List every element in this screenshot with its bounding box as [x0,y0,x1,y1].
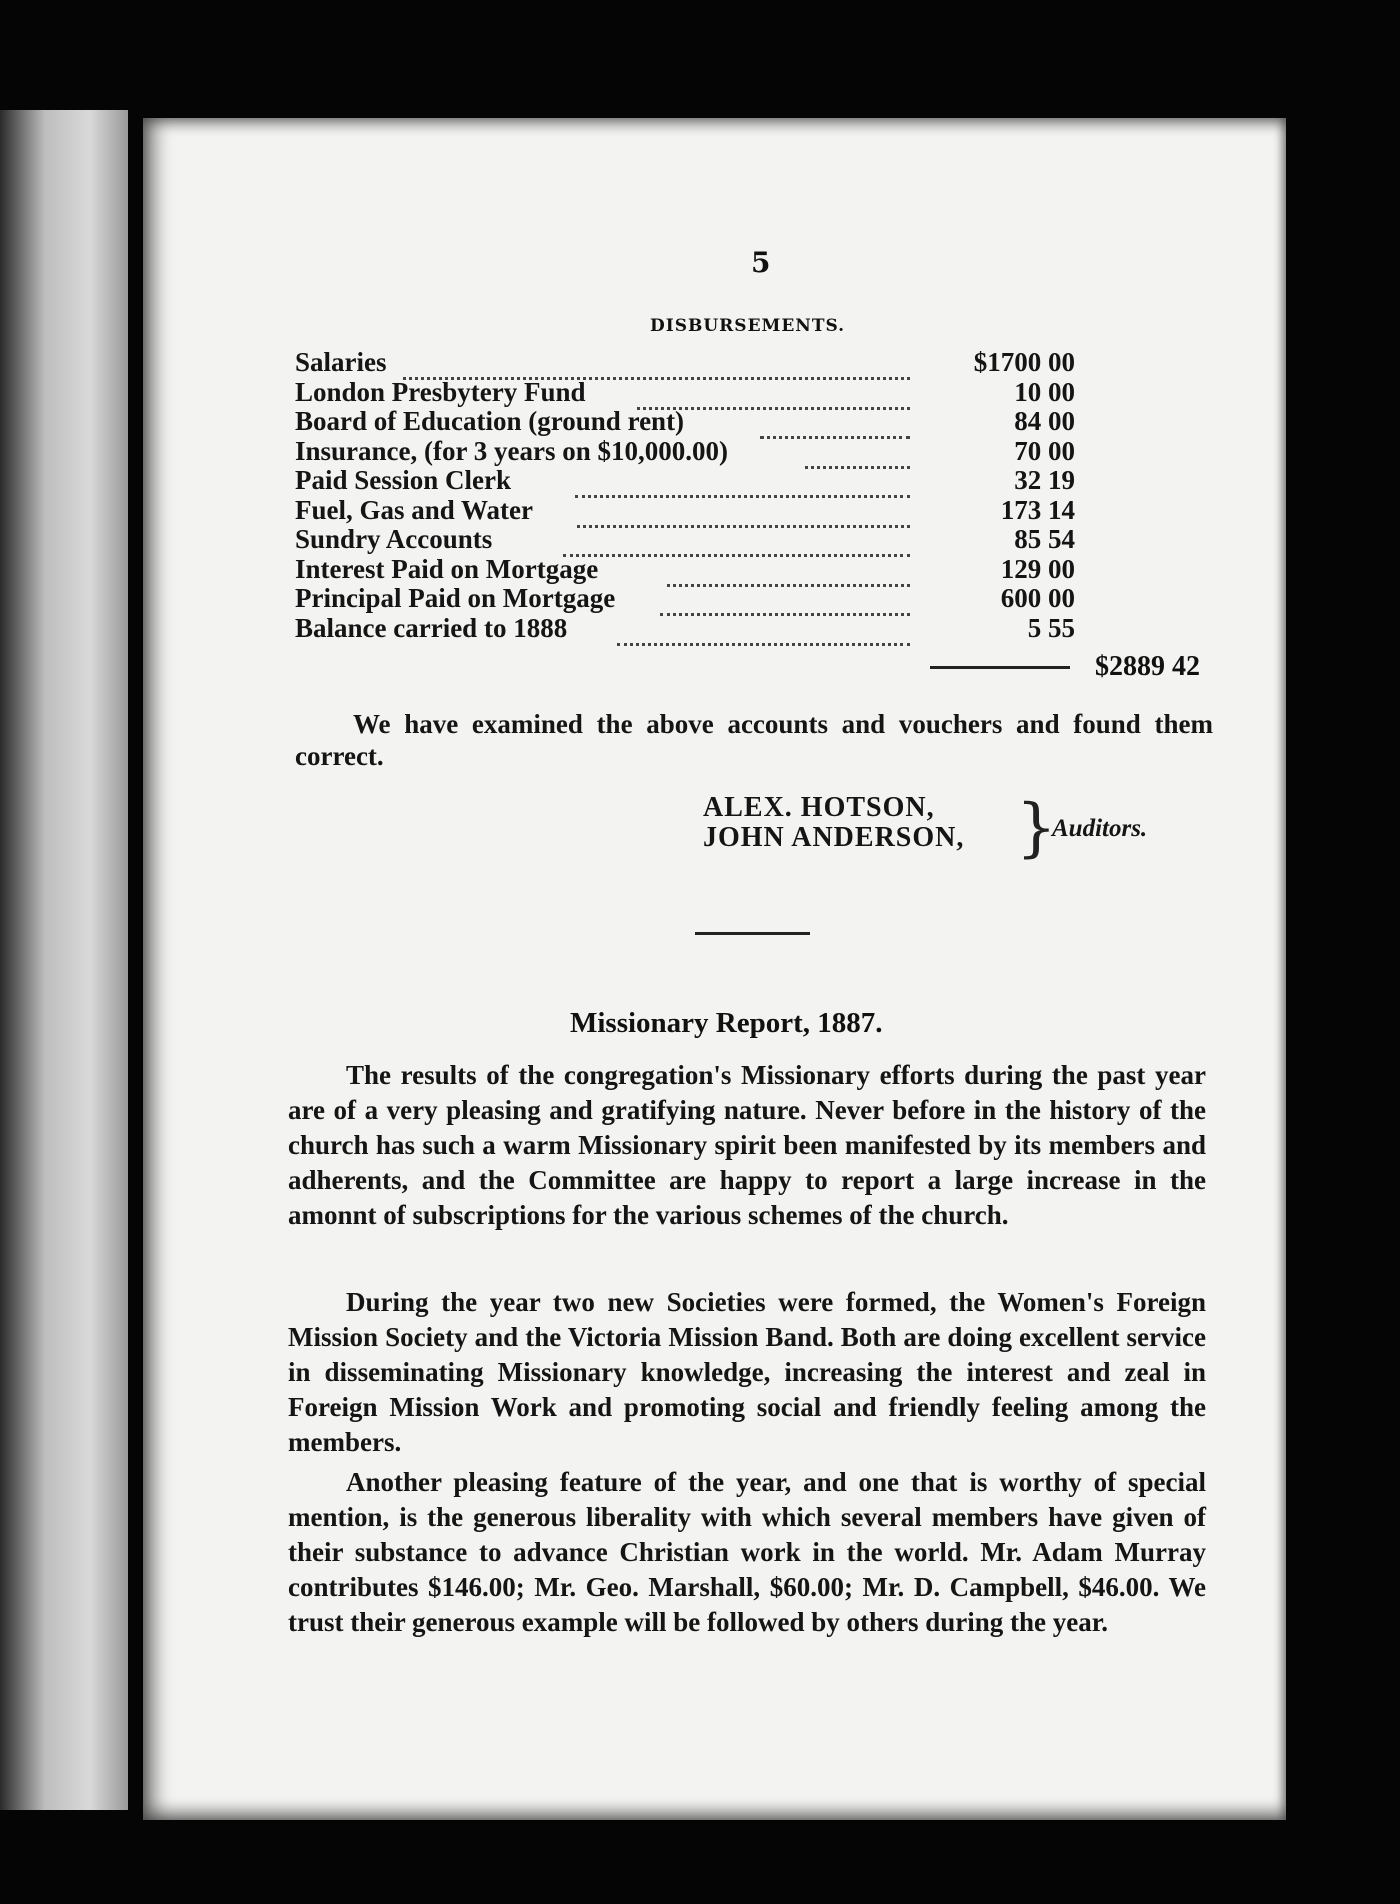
ledger-amount: 600 00 [1000,583,1075,613]
ledger-row [295,584,1075,614]
report-title: Missionary Report, 1887. [570,1007,883,1039]
report-paragraph: Another pleasing feature of the year, and one that is worthy of special mention, is the generous liberality with which several members have given of their substance to advance Christian work in the world. Mr. Adam Murray contributes $146.00; Mr. Geo. Marshall, $60.00; Mr. D. Campbell, $46.00. We trust their generous example will be followed by others during the year. [288,1467,1206,1637]
ledger-amount: 32 19 [1014,465,1075,495]
disbursements-ledger [295,348,1075,643]
auditors-label: Auditors. [1052,815,1148,842]
audit-statement: We have examined the above accounts and vouchers and found them correct. [295,709,1213,771]
leader-dots [403,348,910,380]
leader-dots [575,466,910,498]
ledger-amount: 70 00 [1014,435,1075,466]
ledger-item: Insurance, (for 3 years on $10,000.00) [295,435,728,466]
ledger-row [295,614,1075,644]
ledger-total: $2889 42 [1095,651,1200,682]
ledger-item: Board of Education (ground rent) [295,406,685,436]
ledger-row [295,378,1075,408]
auditor-name: ALEX. HOTSON, [703,792,935,823]
page-number: 5 [751,246,771,279]
leader-dots [563,525,910,557]
ledger-amount: 173 14 [1000,494,1075,525]
ledger-item: Interest Paid on Mortgage [295,553,599,584]
leader-dots [577,496,910,528]
ledger-amount: 85 54 [1014,524,1075,554]
ledger-item: Balance carried to 1888 [295,612,568,643]
report-paragraph: The results of the congregation's Missionary efforts during the past year are of a very pleasing and gratifying nature. Never before in the history of the church has such a warm Missionary spirit been manifested by its members and adherents, and the Committee are happy to report a large increase in the amonnt of subscriptions for the various schemes of the church. [288,1060,1206,1230]
auditor-name: JOHN ANDERSON, [703,822,965,853]
ledger-row [295,466,1075,496]
leader-dots [660,584,910,616]
leader-dots [805,437,910,469]
ledger-amount: 84 00 [1014,406,1075,436]
leader-dots [667,555,910,587]
ledger-amount: $1700 00 [973,347,1075,377]
leader-dots [617,614,910,646]
ledger-amount: 5 55 [1027,612,1075,643]
ledger-row [295,496,1075,526]
leader-dots [637,378,910,410]
report-paragraph: During the year two new Societies were formed, the Women's Foreign Mission Society and the Victoria Mission Band. Both are doing excellent service in disseminating Missionary knowledge, increasing the interest and zeal in Foreign Mission Work and promoting social and friendly feeling among the members. [288,1287,1206,1457]
ledger-row [295,555,1075,585]
ledger-amount: 129 00 [1000,553,1075,584]
ledger-amount: 10 00 [1014,376,1075,407]
ledger-row [295,525,1075,555]
ledger-item: Sundry Accounts [295,524,493,554]
ledger-item: Principal Paid on Mortgage [295,583,616,613]
ledger-row [295,407,1075,437]
ledger-item: Salaries [295,347,387,377]
brace-glyph: } [1016,791,1057,865]
section-divider [695,932,810,935]
ledger-row [295,437,1075,467]
ledger-item: London Presbytery Fund [295,376,586,407]
leader-dots [760,407,910,439]
ledger-item: Paid Session Clerk [295,465,512,495]
section-heading: DISBURSEMENTS. [650,316,846,336]
ledger-item: Fuel, Gas and Water [295,494,534,525]
facing-page-edge [0,110,128,1810]
sum-rule [930,666,1070,669]
ledger-row [295,348,1075,378]
